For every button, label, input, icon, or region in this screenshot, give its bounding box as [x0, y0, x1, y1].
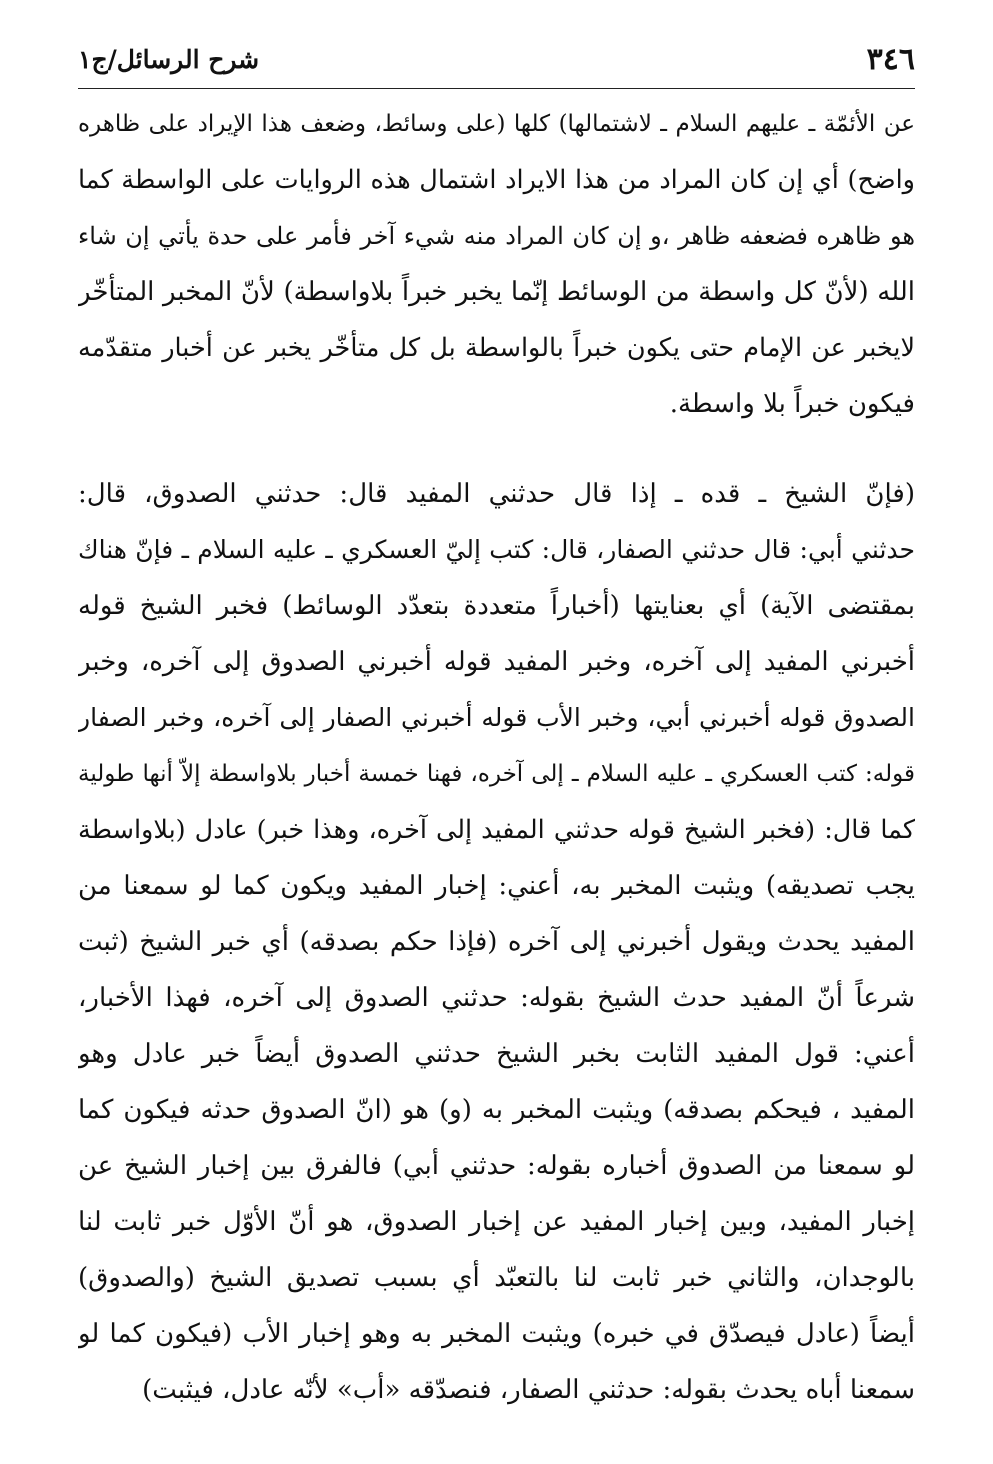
text-line: قوله: كتب العسكري ـ عليه السلام ـ إلى آخره، فهنا خمسة أخبار بلاواسطة إلاّ أنها طولية — [78, 761, 915, 787]
text-line: فيكون خبراً بلا واسطة. — [669, 389, 915, 419]
text-line: لو سمعنا من الصدوق أخباره بقوله: حدثني أبي) فالفرق بين إخبار الشيخ عن — [78, 1151, 915, 1181]
text-line: بمقتضى الآية) أي بعنايتها (أخباراً متعددة بتعدّد الوسائط) فخبر الشيخ قوله — [78, 591, 915, 621]
text-line: واضح) أي إن كان المراد من هذا الايراد اشتمال هذه الروايات على الواسطة كما — [78, 165, 915, 195]
text-line: هو ظاهره فضعفه ظاهر ،و إن كان المراد منه شيء آخر فأمر على حدة يأتي إن شاء — [78, 222, 915, 250]
text-line: المفيد يحدث ويقول أخبرني إلى آخره (فإذا حكم بصدقه) أي خبر الشيخ (ثبت — [78, 927, 915, 957]
paragraph-gap — [78, 432, 915, 466]
text-line: المفيد ، فيحكم بصدقه) ويثبت المخبر به (و) هو (انّ الصدوق حدثه فيكون كما — [78, 1095, 915, 1125]
page-header — [78, 40, 915, 84]
text-line: شرعاً أنّ المفيد حدث الشيخ بقوله: حدثني الصدوق إلى آخره، فهذا الأخبار، — [78, 983, 915, 1013]
text-line: لايخبر عن الإمام حتى يكون خبراً بالواسطة بل كل متأخّر يخبر عن أخبار متقدّمه — [78, 333, 915, 363]
text-line: أخبرني المفيد إلى آخره، وخبر المفيد قوله أخبرني الصدوق إلى آخره، وخبر — [78, 647, 915, 677]
body-text — [78, 96, 915, 1418]
page-number: ٣٤٦ — [866, 42, 915, 77]
text-line: عن الأئمّة ـ عليهم السلام ـ لاشتمالها) كلها (على وسائط، وضعف هذا الإيراد على ظاهره — [78, 111, 915, 137]
text-line: بالوجدان، والثاني خبر ثابت لنا بالتعبّد أي بسبب تصديق الشيخ (والصدوق) — [78, 1263, 915, 1293]
text-line: أعني: قول المفيد الثابت بخبر الشيخ حدثني الصدوق أيضاً خبر عادل وهو — [78, 1039, 915, 1069]
text-line: كما قال: (فخبر الشيخ قوله حدثني المفيد إلى آخره، وهذا خبر) عادل (بلاواسطة — [78, 815, 915, 845]
text-line: الله (لأنّ كل واسطة من الوسائط إنّما يخبر خبراً بلاواسطة) لأنّ المخبر المتأخّر — [78, 277, 915, 307]
text-line: حدثني أبي: قال حدثني الصفار، قال: كتب إليّ العسكري ـ عليه السلام ـ فإنّ هناك — [78, 535, 915, 564]
header-divider — [78, 88, 915, 89]
paragraph-2 — [78, 466, 915, 1418]
running-title: شرح الرسائل/ج١ — [78, 45, 260, 74]
text-line: أيضاً (عادل فيصدّق في خبره) ويثبت المخبر به وهو إخبار الأب (فيكون كما لو — [78, 1319, 915, 1349]
text-line: إخبار المفيد، وبين إخبار المفيد عن إخبار الصدوق، هو أنّ الأوّل خبر ثابت لنا — [78, 1207, 915, 1237]
text-line: يجب تصديقه) ويثبت المخبر به، أعني: إخبار المفيد ويكون كما لو سمعنا من — [78, 871, 915, 901]
text-line: الصدوق قوله أخبرني أبي، وخبر الأب قوله أخبرني الصفار إلى آخره، وخبر الصفار — [78, 703, 915, 732]
text-line: سمعنا أباه يحدث بقوله: حدثني الصفار، فنصدّقه «أب» لأنّه عادل، فيثبت) — [142, 1375, 915, 1405]
text-line: (فإنّ الشيخ ـ قده ـ إذا قال حدثني المفيد قال: حدثني الصدوق، قال: — [78, 479, 915, 509]
paragraph-1 — [78, 96, 915, 432]
